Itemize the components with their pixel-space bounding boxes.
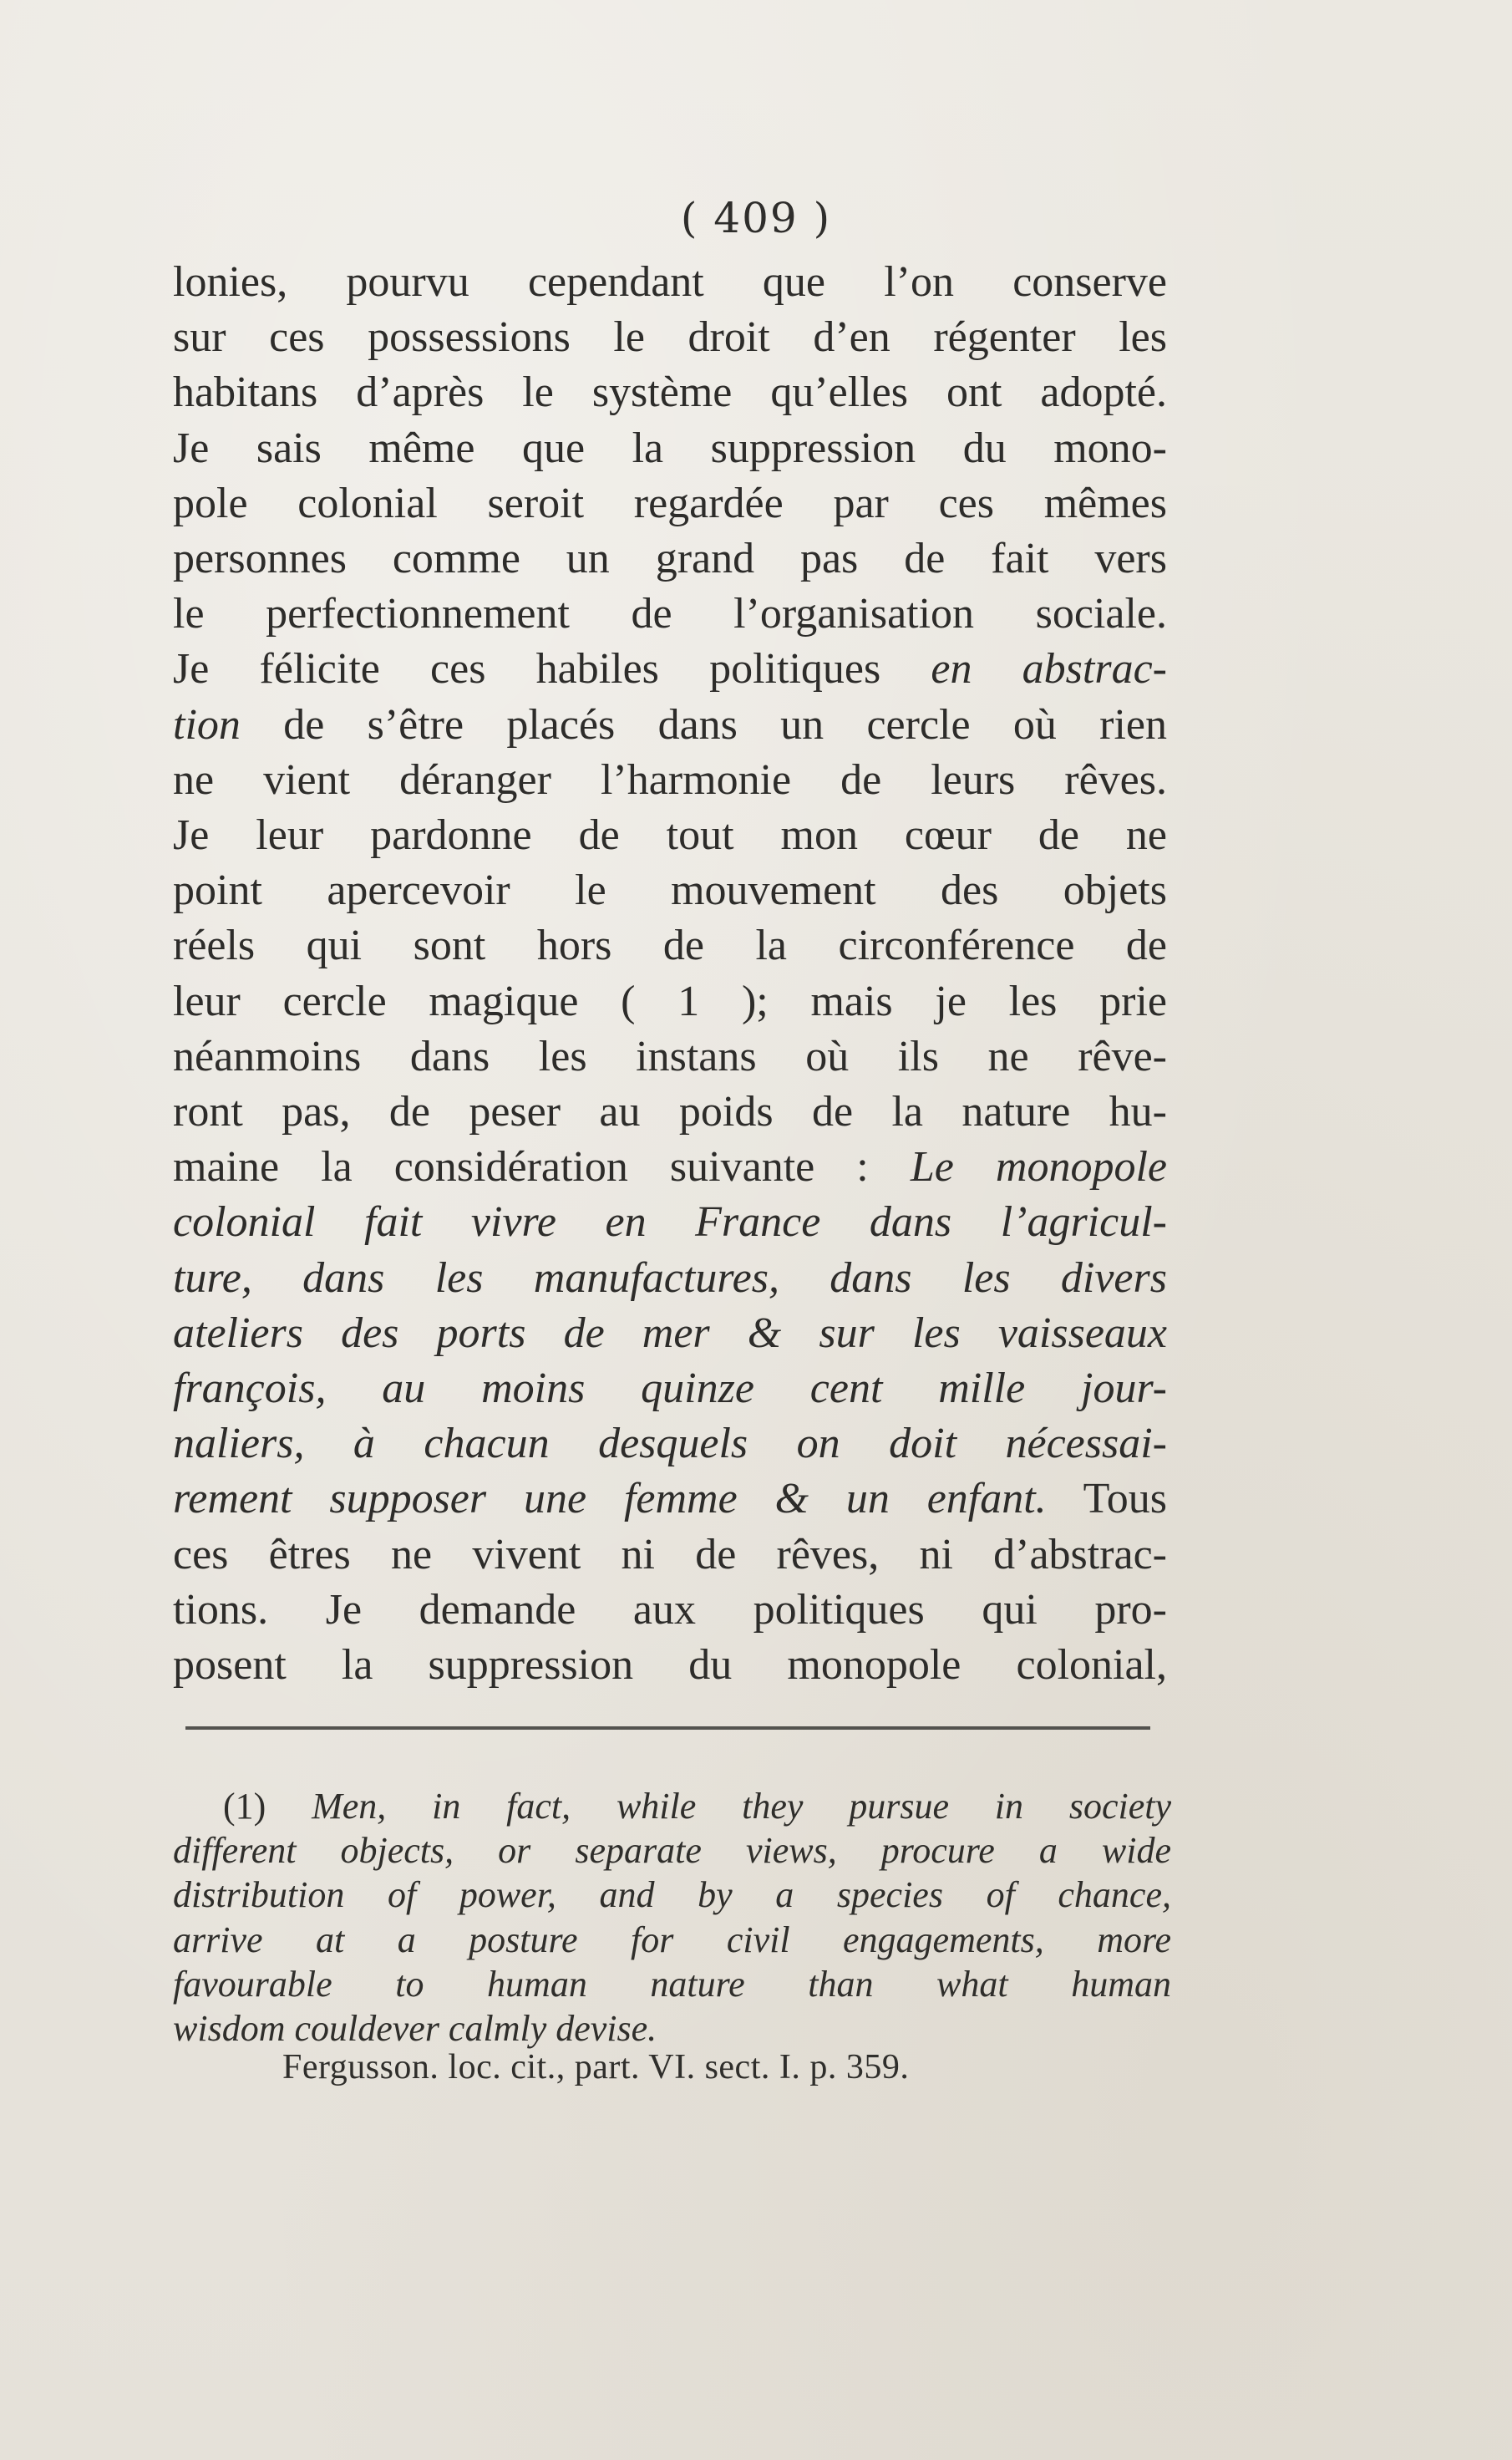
text-line: ront pas, de peser au poids de la nature hu- [173, 1088, 1167, 1136]
text-segment: maine la considération suivante : [173, 1143, 911, 1192]
text-line: Je leur pardonne de tout mon cœur de ne [173, 811, 1167, 860]
footnote-line [173, 1784, 1171, 1828]
text-line [173, 1140, 1167, 1195]
footnote-attribution: Fergusson. loc. cit., part. VI. sect. I. p. 359. [282, 2048, 910, 2086]
text-line: lonies, pourvu cependant que l’on conserve [173, 258, 1167, 306]
text-line: ture, dans les manufactures, dans les divers [173, 1253, 1167, 1302]
text-line: habitans d’après le système qu’elles ont adopté. [173, 368, 1167, 417]
italic-segment: Le monopole [910, 1143, 1167, 1192]
text-line: naliers, à chacun desquels on doit nécessai- [173, 1420, 1167, 1468]
footnote-line: different objects, or separate views, procure a wide [173, 1830, 1171, 1872]
footnote [173, 1784, 1171, 2051]
text-line: ateliers des ports de mer & sur les vaisseaux [173, 1309, 1167, 1357]
italic-segment: tion [173, 700, 241, 749]
text-line: le perfectionnement de l’organisation sociale. [173, 590, 1167, 638]
text-line: leur cercle magique ( 1 ); mais je les prie [173, 977, 1167, 1025]
footnote-marker: (1) [223, 1786, 266, 1827]
body-text [173, 255, 1167, 1693]
text-line: tions. Je demande aux politiques qui pro- [173, 1585, 1167, 1634]
text-line: néanmoins dans les instans où ils ne rêve- [173, 1032, 1167, 1080]
footnote-divider [185, 1726, 1150, 1730]
page-number: ( 409 ) [680, 194, 832, 242]
text-line [173, 698, 1167, 753]
footnote-line: arrive at a posture for civil engagements, more [173, 1919, 1171, 1960]
text-line [173, 642, 1167, 697]
text-line [173, 1471, 1167, 1527]
text-segment: Je félicite ces habiles politiques [173, 645, 931, 694]
text-line: réels qui sont hors de la circonférence de [173, 922, 1167, 970]
text-line: posent la suppression du monopole colonial, [173, 1641, 1167, 1690]
footnote-line: wisdom couldever calmly devise. [173, 2008, 657, 2050]
italic-segment: rement supposer une femme & un enfant. [173, 1475, 1047, 1523]
footnote-line: favourable to human nature than what human [173, 1963, 1171, 2005]
italic-segment: en abstrac- [931, 645, 1167, 694]
text-line: Je sais même que la suppression du mono- [173, 424, 1167, 472]
text-segment: de s’être placés dans un cercle où rien [240, 700, 1167, 749]
text-line: colonial fait vivre en France dans l’agricul- [173, 1198, 1167, 1247]
text-line: pole colonial seroit regardée par ces mêmes [173, 479, 1167, 527]
text-line: ces êtres ne vivent ni de rêves, ni d’abstrac- [173, 1530, 1167, 1578]
text-line: personnes comme un grand pas de fait vers [173, 535, 1167, 583]
footnote-line: distribution of power, and by a species of chance, [173, 1874, 1171, 1916]
text-line: françois, au moins quinze cent mille jour- [173, 1365, 1167, 1413]
text-line: sur ces possessions le droit d’en régenter les [173, 313, 1167, 362]
text-line: ne vient déranger l’harmonie de leurs rêves. [173, 755, 1167, 804]
text-segment: Tous [1046, 1475, 1167, 1523]
footnote-text: Men, in fact, while they pursue in society [266, 1786, 1171, 1827]
text-line: point apercevoir le mouvement des objets [173, 867, 1167, 915]
